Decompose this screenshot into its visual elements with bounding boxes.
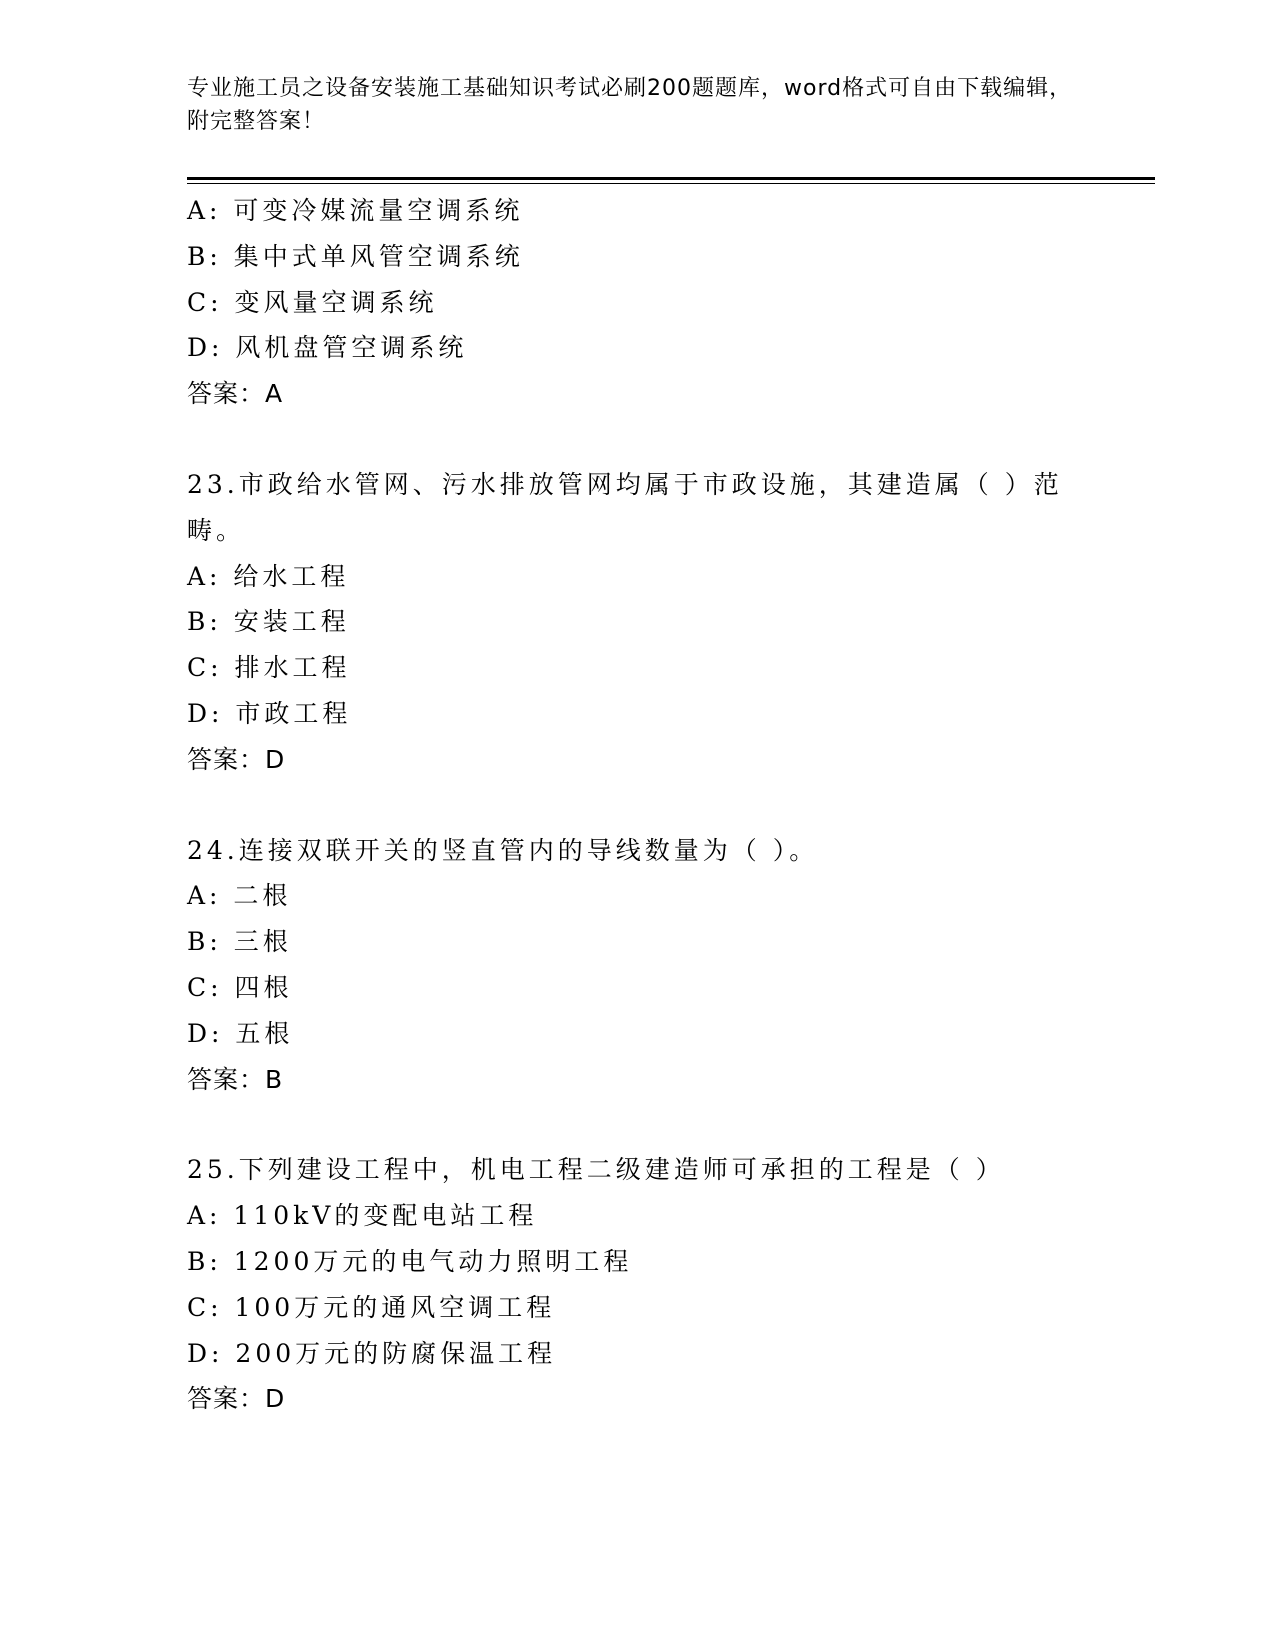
document-header: 专业施工员之设备安装施工基础知识考试必刷200题题库，word格式可自由下载编辑，附完整答案！ [187, 76, 1073, 134]
spacer [187, 417, 1087, 462]
question-stem: 24.连接双联开关的竖直管内的导线数量为（ ）。 [187, 835, 819, 865]
option-c: C: 100万元的通风空调工程 [187, 1292, 556, 1322]
option-b: B: 安装工程 [187, 607, 350, 637]
header-rule-thick [187, 177, 1155, 180]
option-a: A: 110kV的变配电站工程 [187, 1201, 538, 1231]
option-c: C: 排水工程 [187, 653, 351, 683]
answer-line: 答案：A [187, 379, 284, 409]
question-23 [187, 462, 1087, 783]
question-list [187, 188, 1087, 1422]
option-d: D: 市政工程 [187, 698, 352, 728]
question-25 [187, 1147, 1087, 1422]
question-stem: 25.下列建设工程中，机电工程二级建造师可承担的工程是（ ） [187, 1155, 1005, 1185]
header-rule-thin [187, 183, 1155, 184]
answer-line: 答案：D [187, 744, 286, 774]
option-a: A: 二根 [187, 881, 292, 911]
option-d: D: 风机盘管空调系统 [187, 333, 468, 363]
question-24 [187, 828, 1087, 1103]
option-a: A: 给水工程 [187, 561, 350, 591]
spacer [187, 1102, 1087, 1147]
option-d: D: 200万元的防腐保温工程 [187, 1338, 557, 1368]
option-b: B: 1200万元的电气动力照明工程 [187, 1246, 633, 1276]
option-b: B: 集中式单风管空调系统 [187, 241, 524, 271]
answer-line: 答案：D [187, 1384, 286, 1414]
question-22-continuation [187, 188, 1087, 417]
option-c: C: 变风量空调系统 [187, 287, 438, 317]
spacer [187, 783, 1087, 828]
answer-line: 答案：B [187, 1064, 284, 1094]
question-stem: 23.市政给水管网、污水排放管网均属于市政设施，其建造属（ ）范畴。 [187, 469, 1063, 545]
option-b: B: 三根 [187, 927, 292, 957]
option-a: A: 可变冷媒流量空调系统 [187, 196, 524, 225]
option-d: D: 五根 [187, 1018, 294, 1048]
option-c: C: 四根 [187, 972, 293, 1002]
